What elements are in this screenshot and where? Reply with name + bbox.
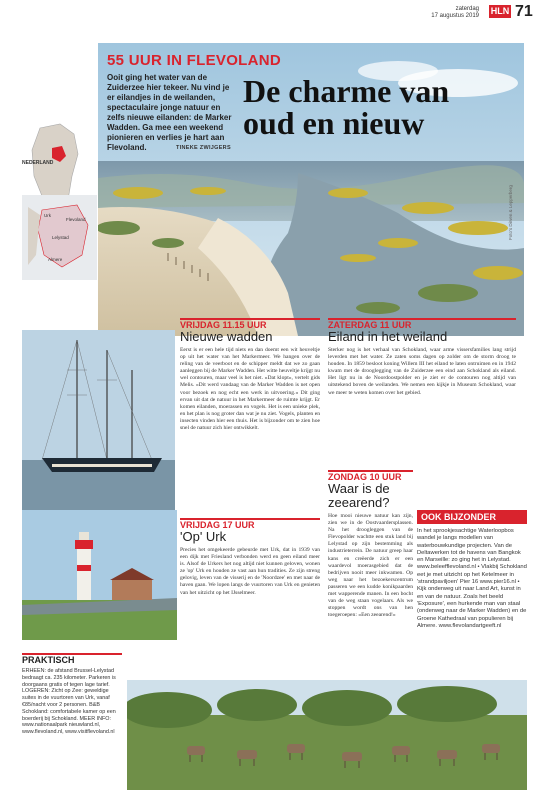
map-country-label: NEDERLAND bbox=[22, 160, 54, 166]
headline-line-1: De charme van bbox=[243, 73, 450, 109]
map-place-urk: Urk bbox=[44, 213, 51, 218]
section-body: Eerst is er een hele tijd niets en dan doemt een wit heuveltje op uit het water van het Markermeer. We hangen over de reling van de veerboot en de schipper meldt dat we zo gaan aanleggen bij de Marker Wadden. Het witte heuveltje krijgt nu wel contouren, maar veel is het niet. «Dat klopt», vertelt gids Melis. «Dit werd vandaag van de Marker Wadden is net open voor bezoek en nog echt een werk in uitvoering.» Dit ging ervan uit dat de natuur in het Markermeer de ruimte krijgt. Er komen eilanden, moerassen en vogels. Het is een unieke plek, en het plan is nog groter dan wat je nu ziet. Vogels, planten en insecten vinden hier een thuis. Het is bijzonder om te zien hoe snel de natuur zich hier ontwikkelt. bbox=[180, 347, 320, 432]
section-kicker: ZONDAG 10 UUR bbox=[328, 472, 402, 482]
section-friday-morning bbox=[180, 318, 320, 527]
section-sunday bbox=[328, 470, 413, 663]
practical-body: ERHEEN: de afstand Brussel-Lelystad bedraagt ca. 235 kilometer. Parkeren is doorgaans gratis of tegen lage tarief. LOGEREN: Zicht op Zee: geweldige suites in de vuurtoren van Urk, vanaf €85/nacht voor 2 personen. B&B Schokland: comfortabele kamer op een boerderij bij Schokland. MEER INFO: www.nationaalpark nieuwland.nl, www.flevoland.nl, www.visitflevoland.nl bbox=[22, 668, 116, 736]
flevoland-map bbox=[22, 195, 97, 280]
section-body: Sterker nog is het verhaal van Schokland, waar arme vissersfamilies lang strijd leverden met het water. Ze zaten soms dagen op zolder om de storm droog te houden. In 1859 besloot koning Willem III het eiland te laten ontruimen en in 1942 kwam met de drooglegging van de Zuiderzee een eind aan Schokland als eiland. Het ligt nu in de Noordoostpolder en je ziet er de contouren nog altijd van uitstekend boven de weilanden. We nemen een kijkje in Museum Schokland, waar we meer te weten komen over het gebied. bbox=[328, 347, 516, 396]
hero-intro: Ooit ging het water van de Zuiderzee hier tekeer. Nu vind je er eilandjes in de weilanden, spectaculaire jonge natuur en zelfs nieuwe eilanden: de Marker Wadden. Ga mee een weekend pionieren en verlies je hart aan Flevoland. bbox=[107, 73, 232, 152]
practical-title: PRAKTISCH bbox=[22, 655, 75, 665]
ship-photo bbox=[22, 330, 175, 510]
section-title: Nieuwe wadden bbox=[180, 329, 273, 344]
hero-kicker: 55 UUR IN FLEVOLAND bbox=[107, 52, 282, 69]
issue-date-text: 17 augustus 2019 bbox=[431, 13, 479, 19]
urk-lighthouse-photo bbox=[22, 510, 177, 640]
tips-box bbox=[417, 510, 527, 638]
headline-line-2: oud en nieuw bbox=[243, 105, 425, 141]
section-body: Precies het omgekeerde gebeurde met Urk, dat in 1939 van een dijk met Friesland verbonden werd en geen eiland meer is. Alsof de Urkers het nog altijd niet kunnen geloven, wonen ze 'op' Urk en houden ze vast aan hun tradities. Ze zijn streng gelovig, leven van de visserij en de 'Noordzee' en met naar de haven gaan. We lopen langs de vuurtoren van Urk en genieten van het uitzicht op het IJsselmeer. bbox=[180, 547, 320, 596]
section-title: Eiland in het weiland bbox=[328, 329, 448, 344]
page-number: 71 bbox=[515, 3, 533, 20]
horses-photo bbox=[127, 680, 527, 790]
headline bbox=[243, 75, 523, 139]
issue-day: zaterdag bbox=[455, 6, 479, 12]
tips-body: In het sprookjesachtige Waterloopbos wandel je langs modellen van waterbouwkundige projecten. Van de Deltawerken tot de havens van Bangkok en Marseille: zo ging het in Lelystad. www.beleefflevoland.nl • Vlakbij Schokland eet je met uitzicht op het Ketelmeer in 'strandpaviljoen' Pier 16 www.pier16.nl • Kijk onderweg uit naar Land Art, kunst in en van de natuur. Zoals het beeld 'Exposure', een hurkende man van staal (onderweg naar de Marker Wadden) en de Groene Kathedraal van populieren bij Almere. www.flevolandartgeeft.nl bbox=[417, 528, 527, 629]
map-place-flevoland: Flevoland bbox=[66, 217, 86, 222]
section-saturday bbox=[328, 318, 516, 437]
section-friday-evening bbox=[180, 518, 320, 642]
practical-box bbox=[22, 653, 122, 793]
section-kicker: VRIJDAG 17 UUR bbox=[180, 520, 255, 530]
section-title: 'Op' Urk bbox=[180, 529, 227, 544]
section-kicker: ZATERDAG 11 UUR bbox=[328, 320, 412, 330]
map-place-almere: Almere bbox=[48, 257, 63, 262]
tips-title: OOK BIJZONDER bbox=[417, 510, 527, 524]
section-kicker: VRIJDAG 11.15 UUR bbox=[180, 320, 267, 330]
hln-logo: HLN bbox=[490, 6, 510, 16]
section-body: Hoe mooi nieuwe natuur kan zijn, zien we in de Oostvaardersplassen. Na het droogleggen van de Flevopolder wachtte een stuk land bij Lelystad op zijn bestemming als industrieterrein. De natuur greep haar kans en creëerde zich er een waardevol moerasgebied dat de bedrijven nooit meer inkwamen. Op weg naar het bezoekerscentrum passeren we een kudde konikpaarden met wapperende manen. In een bocht van de weg staan vogelaars. Als we stoppen wordt ons van hen toegeroepen: «Een zeearend!» bbox=[328, 513, 413, 619]
issue-date bbox=[431, 6, 479, 20]
map-place-lelystad: Lelystad bbox=[52, 235, 69, 240]
photo-credit: Foto's Dirven & Lepperberg bbox=[508, 185, 513, 240]
section-title: Waar is de zeearend? bbox=[328, 481, 390, 510]
byline: TINEKE ZWIJGERS bbox=[176, 145, 231, 151]
